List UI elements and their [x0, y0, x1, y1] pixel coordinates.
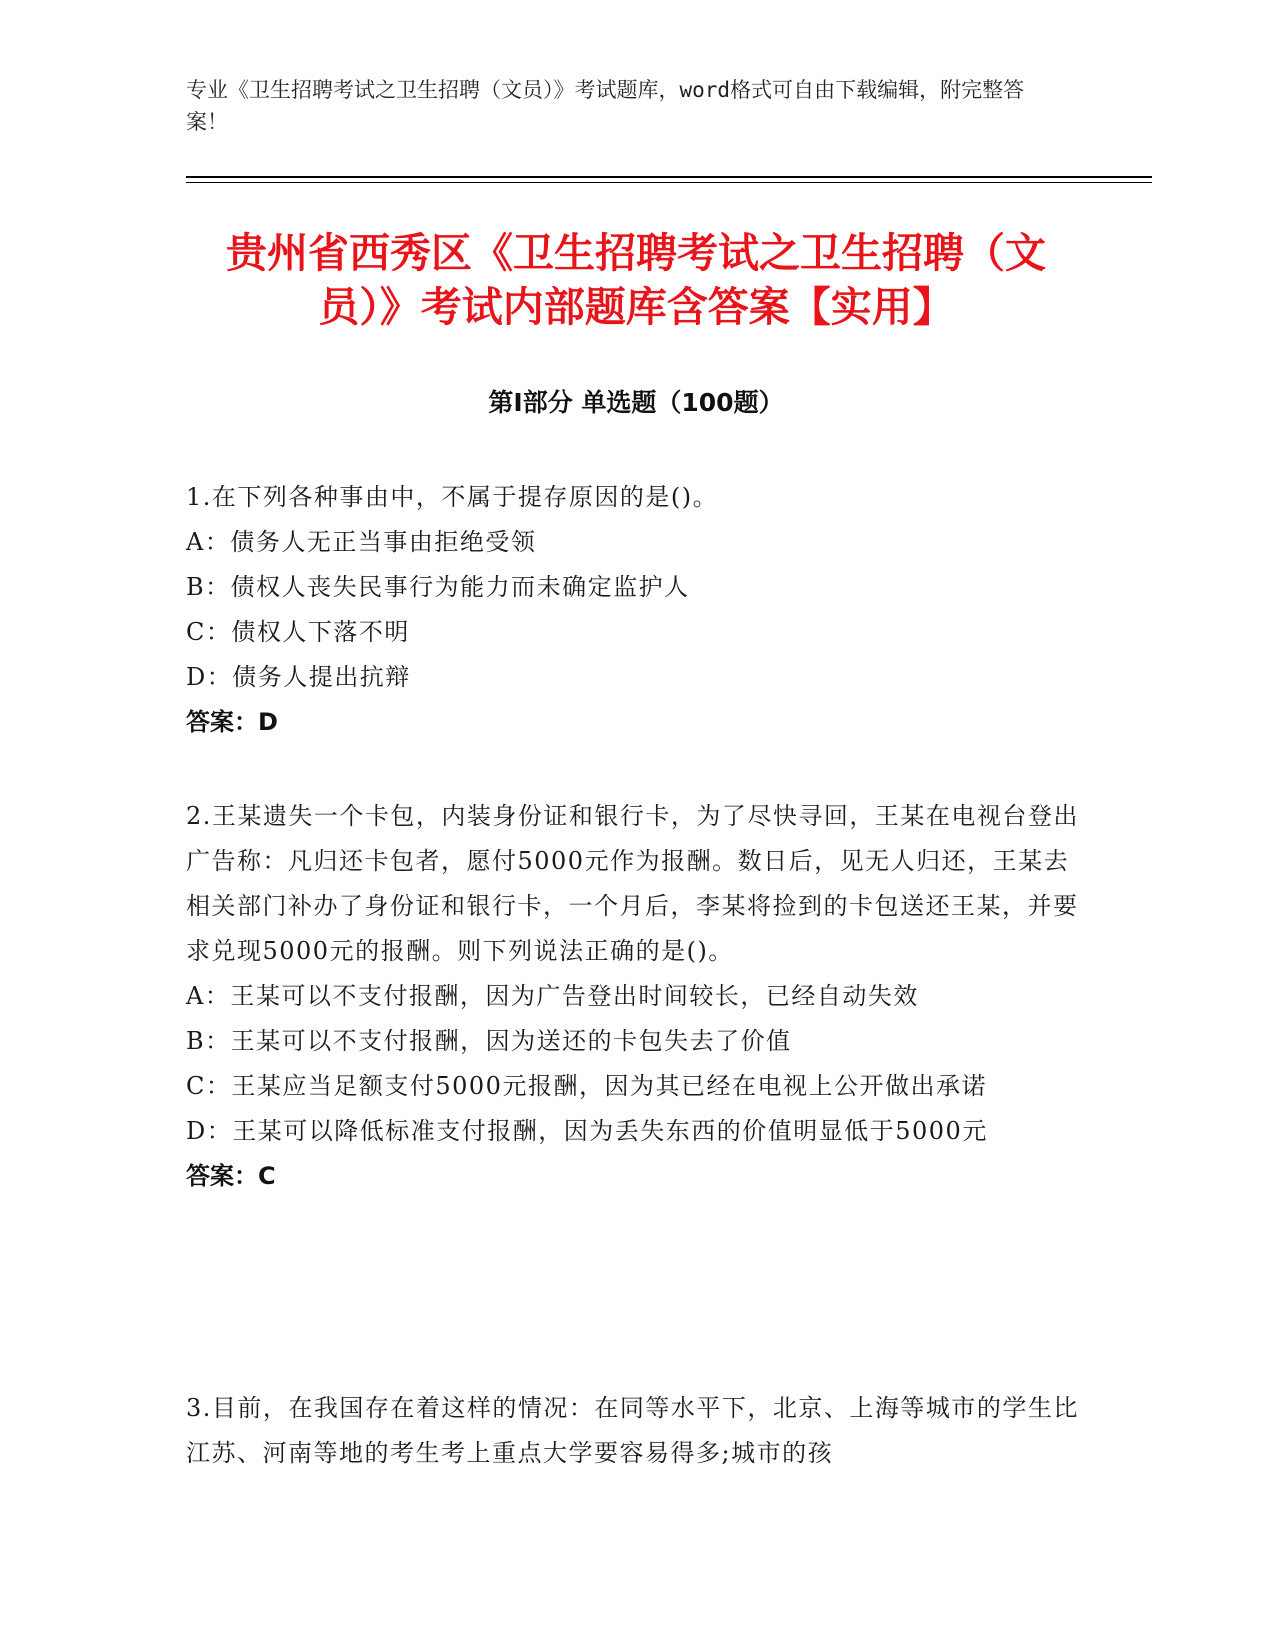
option-b: B：王某可以不支付报酬，因为送还的卡包失去了价值 [186, 1027, 792, 1055]
answer-line: 答案：D [186, 708, 278, 736]
question-3 [186, 1386, 1086, 1476]
option-b: B：债权人丧失民事行为能力而未确定监护人 [186, 573, 690, 601]
header-divider-thin [186, 182, 1152, 183]
option-a: A：债务人无正当事由拒绝受领 [186, 528, 537, 556]
answer-line: 答案：C [186, 1162, 276, 1190]
option-d: D：王某可以降低标准支付报酬，因为丢失东西的价值明显低于5000元 [186, 1117, 988, 1145]
section-heading: 第Ⅰ部分 单选题（100题） [488, 388, 784, 417]
header-divider-thick [186, 176, 1152, 178]
question-stem: 1.在下列各种事由中，不属于提存原因的是()。 [186, 483, 719, 511]
option-c: C：债权人下落不明 [186, 618, 410, 646]
document-title: 贵州省西秀区《卫生招聘考试之卫生招聘（文员）》考试内部题库含答案【实用】 [226, 229, 1046, 331]
question-2 [186, 794, 1086, 1199]
option-a: A：王某可以不支付报酬，因为广告登出时间较长，已经自动失效 [186, 982, 919, 1010]
question-1 [186, 475, 1086, 745]
question-stem: 2.王某遗失一个卡包，内装身份证和银行卡，为了尽快寻回，王某在电视台登出广告称：凡归还卡包者，愿付5000元作为报酬。数日后，见无人归还，王某去相关部门补办了身份证和银行卡，一个月后，李某将捡到的卡包送还王某，并要求兑现5000元的报酬。则下列说法正确的是()。 [186, 802, 1079, 965]
option-c: C：王某应当足额支付5000元报酬，因为其已经在电视上公开做出承诺 [186, 1072, 987, 1100]
header-note: 专业《卫生招聘考试之卫生招聘（文员）》考试题库，word格式可自由下载编辑，附完整答案！ [186, 78, 1025, 134]
option-d: D：债务人提出抗辩 [186, 663, 411, 691]
question-stem: 3.目前，在我国存在着这样的情况：在同等水平下，北京、上海等城市的学生比江苏、河南等地的考生考上重点大学要容易得多;城市的孩 [186, 1394, 1079, 1467]
